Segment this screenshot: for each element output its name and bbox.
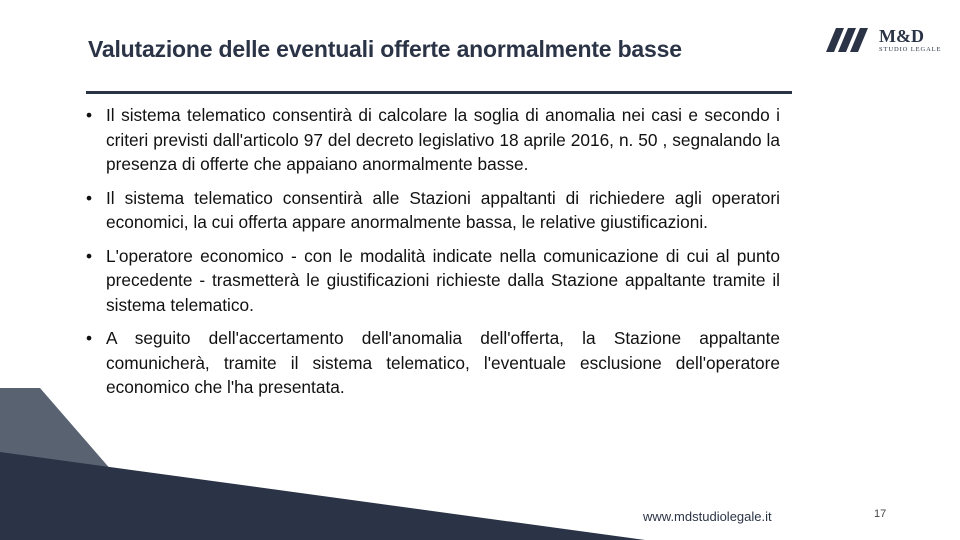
company-logo [826,26,942,56]
stripes-logo-icon [826,28,874,52]
bullet-item [84,103,780,177]
bullet-item [84,326,780,400]
logo-subtitle: STUDIO LEGALE [879,46,942,53]
bullet-marker: • [86,105,93,125]
page-number: 17 [874,508,887,520]
bullet-item [84,244,780,318]
bullet-marker: • [86,245,93,266]
bullet-item [84,186,780,235]
bullet-list [84,103,780,409]
footer-website-url: www.mdstudiolegale.it [643,509,772,524]
slide-title: Valutazione delle eventuali offerte anormalmente basse [88,36,682,62]
title-underline [86,91,792,94]
bullet-text: L'operatore economico - con le modalità indicate nella comunicazione di cui al punto precedente - trasmetterà le giustificazioni richieste dalla Stazione appaltante tramite il sistema telematico. [106,245,780,315]
logo-name: M&D [879,26,924,46]
bullet-marker: • [86,187,93,208]
bullet-text: Il sistema telematico consentirà di calcolare la soglia di anomalia nei casi e secondo i criteri previsti dall'articolo 97 del decreto legislativo 18 aprile 2016, n. 50 , segnalando la presenza di offerte che appaiano anormalmente basse. [106,105,780,174]
navy-wedge [0,452,645,540]
bullet-text: Il sistema telematico consentirà alle Stazioni appaltanti di richiedere agli operatori economici, la cui offerta appare anormalmente bassa, le relative giustificazioni. [106,187,780,232]
bullet-text: A seguito dell'accertamento dell'anomalia dell'offerta, la Stazione appaltante comunicherà, tramite il sistema telematico, l'eventuale esclusione dell'operatore economico che l'ha presentata. [106,328,780,397]
bullet-marker: • [86,328,93,348]
